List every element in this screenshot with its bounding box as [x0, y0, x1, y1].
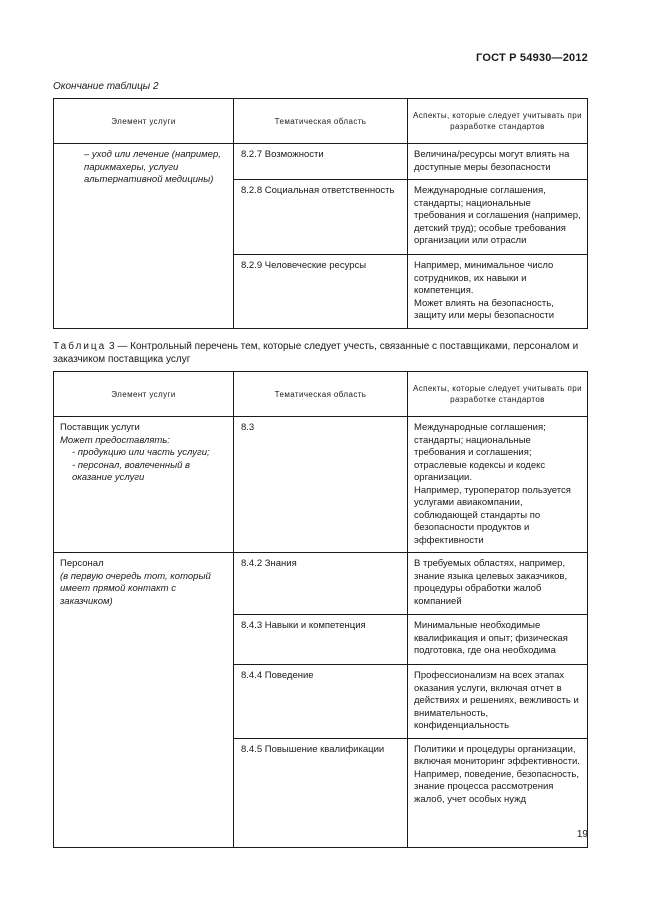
table3-caption-label: Таблица — [53, 341, 107, 352]
aspects-cell — [408, 180, 588, 255]
area-text: 8.2.8 Социальная ответственность — [241, 185, 395, 196]
column-header-area: Тематическая область — [234, 99, 408, 144]
aspect-text: Политики и процедуры организации, включая мониторинг эффективности. — [414, 743, 580, 767]
area-text: 8.4.5 Повышение квалификации — [241, 743, 385, 755]
element-text: – уход или лечение (например, парикмахеры, услуги альтернативной медицины) — [84, 149, 221, 185]
aspects-cell — [408, 615, 588, 665]
area-cell — [234, 553, 408, 615]
aspect-text: В требуемых областях, например, знание языка целевых заказчиков, процедуры обработки жалоб компанией — [414, 558, 568, 607]
area-text: 8.4.3 Навыки и компетенция — [241, 620, 366, 631]
area-text: 8.3 — [241, 422, 255, 433]
area-cell — [234, 738, 408, 847]
column-header-area: Тематическая область — [234, 372, 408, 417]
table3-caption — [53, 340, 593, 366]
area-text: 8.4.2 Знания — [241, 558, 297, 569]
area-cell — [234, 615, 408, 665]
element-cell-personnel — [54, 553, 234, 848]
aspects-cell — [408, 144, 588, 180]
aspects-cell — [408, 665, 588, 739]
element-note: (в первую очередь тот, который имеет прямой контакт с заказчиком) — [60, 570, 211, 607]
element-title: Персонал — [60, 558, 104, 569]
aspects-cell — [408, 738, 588, 847]
table1-caption: Окончание таблицы 2 — [53, 81, 159, 92]
document-code: ГОСТ Р 54930—2012 — [476, 52, 588, 64]
element-cell-provider — [54, 417, 234, 553]
aspect-text: Международные соглашения, стандарты; национальные требования и соглашения (например, детский труд); особые требования организации или отрасли — [414, 185, 581, 246]
element-item: - продукцию или часть услуги; — [72, 447, 210, 458]
column-header-element: Элемент услуги — [54, 372, 234, 417]
area-text: 8.2.9 Человеческие ресурсы — [241, 260, 367, 271]
column-header-aspects: Аспекты, которые следует учитывать при разработке стандартов — [408, 372, 588, 417]
area-cell — [234, 665, 408, 739]
area-cell — [234, 144, 408, 180]
page-number: 19 — [576, 829, 588, 840]
table-2-end — [53, 98, 588, 329]
aspects-cell — [408, 553, 588, 615]
element-title: Поставщик услуги — [60, 422, 140, 433]
table3-caption-text: 3 — Контрольный перечень тем, которые следует учесть, связанные с поставщиками, персоналом и заказчиком поставщика услуг — [53, 341, 579, 365]
aspect-text: Например, минимальное число сотрудников, их навыки и компетенция. — [414, 260, 554, 296]
aspect-text: Например, туроператор пользуется услугами авиакомпании, соблюдающей стандарты по безопасности продуктов и эффективности — [414, 484, 571, 546]
area-text: 8.4.4 Поведение — [241, 670, 314, 681]
aspect-text: Международные соглашения; стандарты; национальные требования и соглашения; отраслевые кодексы и кодекс организации. — [414, 422, 546, 483]
area-text: 8.2.7 Возможности — [241, 149, 324, 160]
element-item: - персонал, вовлеченный в оказание услуги — [72, 459, 190, 483]
element-cell — [54, 144, 234, 329]
element-subtitle: Может предоставлять: — [60, 434, 170, 446]
aspects-cell — [408, 255, 588, 329]
area-cell — [234, 417, 408, 553]
area-cell — [234, 255, 408, 329]
table-3 — [53, 371, 588, 848]
aspects-cell — [408, 417, 588, 553]
aspect-text: Например, поведение, безопасность, знание процесса рассмотрения жалоб, учет особых нужд — [414, 768, 579, 805]
aspect-text: Профессионализм на всех этапах оказания услуги, включая отчет в действиях и решениях, вежливость и внимательность, конфиденциальность — [414, 670, 579, 731]
aspect-text: Величина/ресурсы могут влиять на доступные меры безопасности — [414, 149, 570, 173]
column-header-aspects: Аспекты, которые следует учитывать при разработке стандартов — [408, 99, 588, 144]
area-cell — [234, 180, 408, 255]
aspect-text: Может влиять на безопасность, защиту или меры безопасности — [414, 297, 555, 321]
column-header-element: Элемент услуги — [54, 99, 234, 144]
aspect-text: Минимальные необходимые квалификация и опыт; физическая подготовка, где она необходима — [414, 620, 568, 656]
